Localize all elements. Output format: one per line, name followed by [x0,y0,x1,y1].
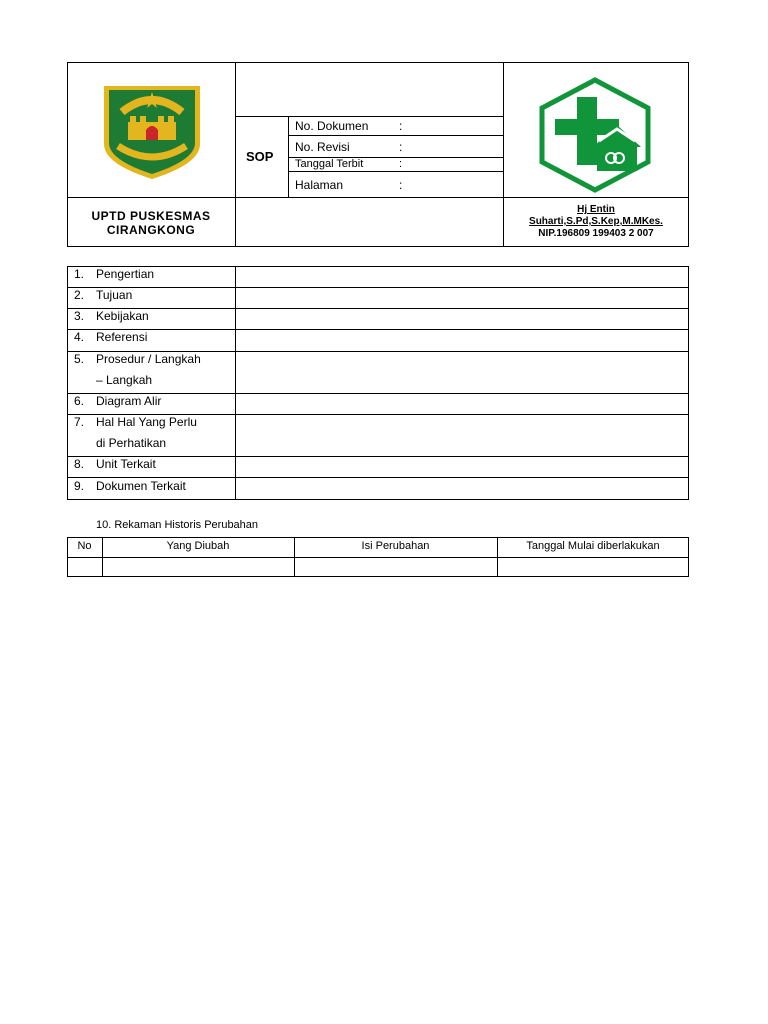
section-number: 3. [74,309,85,323]
divider [67,329,689,330]
history-col-tanggal: Tanggal Mulai diberlakukan [526,540,660,552]
history-col-yang-diubah: Yang Diubah [166,540,230,552]
meta-label-no-revisi: No. Revisi [295,140,350,154]
section-number: 4. [74,330,85,344]
divider [235,62,236,247]
meta-colon: : [399,158,403,170]
divider [67,197,689,198]
section-number: 7. [74,415,85,429]
divider [67,456,689,457]
section-number: 1. [74,267,85,281]
history-col-no: No [77,540,92,552]
meta-colon: : [399,140,403,154]
doc-type-label: SOP [246,149,274,164]
section-label-dokumen-terkait: Dokumen Terkait [96,479,186,493]
divider [288,135,503,136]
section-label-tujuan: Tujuan [96,288,133,302]
fort-gate [146,126,158,140]
regency-emblem-logo [100,82,204,182]
section-number: 9. [74,479,85,493]
divider [235,116,503,117]
sections-frame [67,266,689,500]
section-label-pengertian: Pengertian [96,267,155,281]
meta-label-tanggal-terbit: Tanggal Terbit [295,158,364,170]
meta-colon: : [399,119,403,133]
section-number: 6. [74,394,85,408]
institution-name [67,209,235,237]
section-label-prosedur-cont: – Langkah [96,373,153,387]
signatory-name-line2: Suharti,S.Pd,S.Kep,M.MKes. [529,216,663,227]
meta-label-halaman: Halaman [295,178,344,192]
section-number: 2. [74,288,85,302]
institution-name-line1: UPTD PUSKESMAS [91,209,211,223]
section-label-referensi: Referensi [96,330,148,344]
section-label-prosedur: Prosedur / Langkah [96,352,201,366]
divider [288,171,503,172]
puskesmas-logo [537,77,653,193]
meta-colon: : [399,178,403,192]
signatory-name-line1: Hj Entin [577,204,615,215]
divider [67,557,689,558]
section-label-diagram-alir: Diagram Alir [96,394,162,408]
section-label-kebijakan: Kebijakan [96,309,149,323]
divider [67,287,689,288]
meta-label-no-dokumen: No. Dokumen [295,119,369,133]
institution-name-line2: CIRANGKONG [106,223,196,237]
divider [67,477,689,478]
signatory-nip: NIP.196809 199403 2 007 [538,228,654,239]
history-col-isi-perubahan: Isi Perubahan [361,540,430,552]
section-label-hal-hal-cont: di Perhatikan [96,436,167,450]
section-number: 8. [74,457,85,471]
section-number: 5. [74,352,85,366]
section-label-hal-hal: Hal Hal Yang Perlu [96,415,197,429]
divider [67,308,689,309]
signatory-block [503,204,689,240]
divider [235,266,236,500]
section-label-unit-terkait: Unit Terkait [96,457,156,471]
history-title: 10. Rekaman Historis Perubahan [96,519,259,531]
